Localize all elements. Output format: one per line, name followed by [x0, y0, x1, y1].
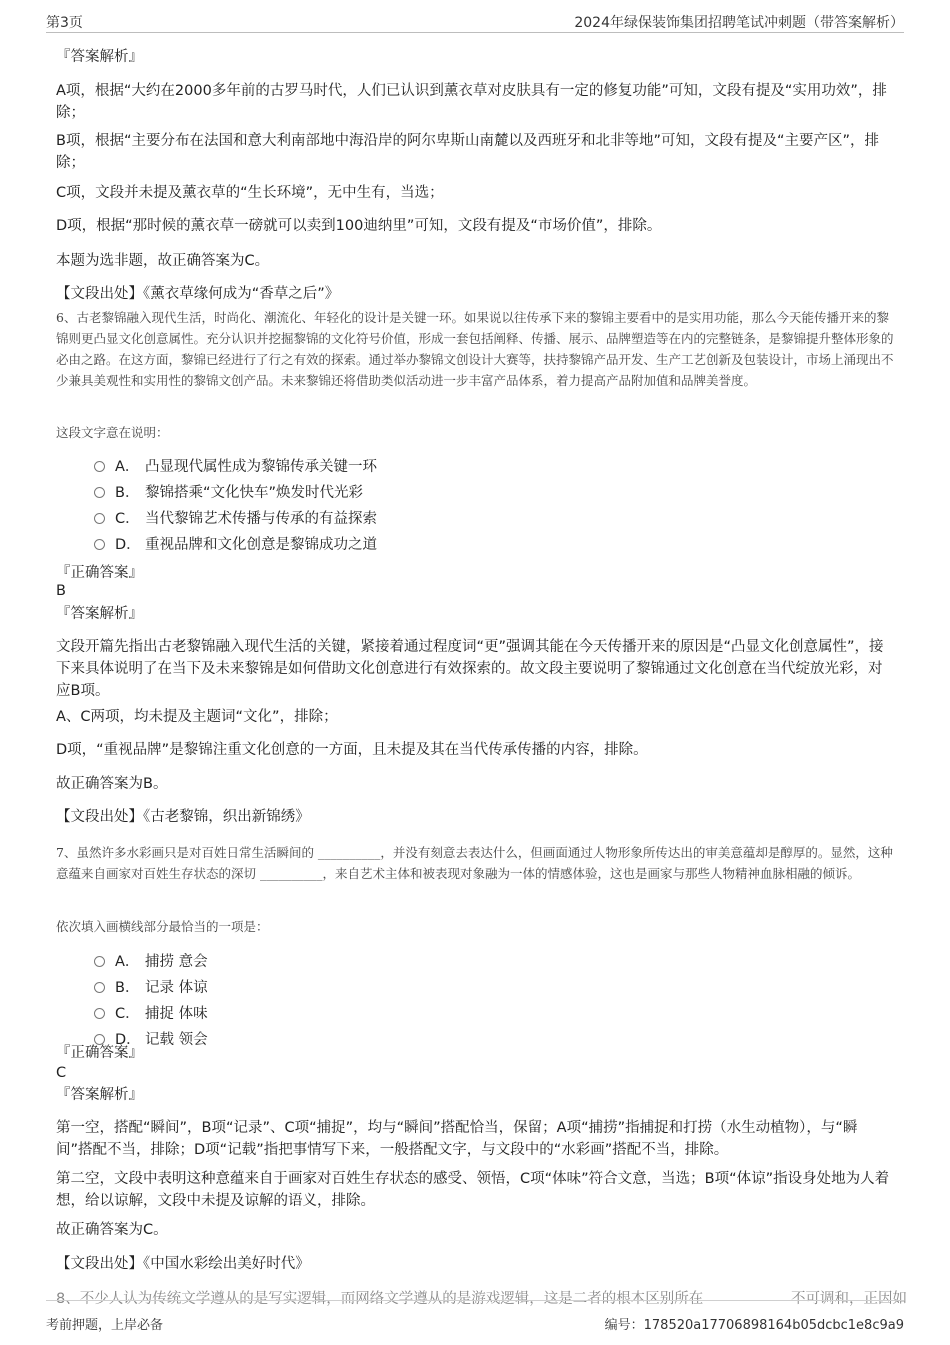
q6-option-b[interactable]: B． 黎锦搭乘“文化快车”焕发时代光彩	[94, 482, 363, 504]
page-number: 第3页	[46, 15, 83, 31]
q6-passage: 6、古老黎锦融入现代生活，时尚化、潮流化、年轻化的设计是关键一环。如果说以往传承下来的黎锦主要看中的是实用功能，那么今天能传播开来的黎锦则更凸显文化创意属性。充分认识并挖掘黎锦的文化符号价值，形成一套包括阐释、传播、展示、品牌塑造等在内的完整链条，是黎锦提升整体形象的必由之路。在这方面，黎锦已经进行了行之有效的探索。通过举办黎锦文创设计大赛等，扶持黎锦产品开发、生产工艺创新及包装设计，市场上涌现出不少兼具美观性和实用性的黎锦文创产品。未来黎锦还将借助类似活动进一步丰富产品体系，着力提高产品附加值和品牌美誉度。	[56, 310, 894, 388]
q7-source: 【文段出处】《中国水彩绘出美好时代》	[56, 1256, 310, 1272]
radio-icon[interactable]	[94, 956, 105, 967]
header-divider	[46, 32, 904, 33]
q6-question: 这段文字意在说明：	[56, 425, 169, 440]
page-content	[46, 34, 907, 1307]
q5-source: 【文段出处】《薰衣草缘何成为“香草之后”》	[56, 286, 340, 302]
q7-passage: 7、虽然许多水彩画只是对百姓日常生活瞬间的 __________，并没有刻意去表达什么，但画面通过人物形象所传达出的审美意蕴却是醇厚的。显然，这种意蕴来自画家对百姓生存状态的深切 __________，来自艺术主体和被表现对象融为一体的情感体验，这也是画家与那些人物精神血脉相融的倾诉。	[56, 845, 893, 881]
q6-option-c[interactable]: C． 当代黎锦艺术传播与传承的有益探索	[94, 508, 377, 530]
q5-analysis-a: A项，根据“大约在2000多年前的古罗马时代，人们已认识到薰衣草对皮肤具有一定的修复功能”可知，文段有提及“实用功效”，排除；	[56, 83, 887, 121]
q5-analysis-d: D项，根据“那时候的薰衣草一磅就可以卖到100迪纳里”可知，文段有提及“市场价值”，排除。	[56, 218, 662, 234]
document-code-label: 编号：	[604, 1318, 644, 1333]
q5-analysis-label: 『答案解析』	[56, 49, 143, 65]
q5-analysis-b: B项，根据“主要分布在法国和意大利南部地中海沿岸的阿尔卑斯山南麓以及西班牙和北非等地”可知，文段有提及“主要产区”，排除；	[56, 133, 879, 171]
page-header	[0, 0, 950, 34]
footer-slogan: 考前押题，上岸必备	[46, 1318, 164, 1333]
document-title: 2024年绿保装饰集团招聘笔试冲刺题（带答案解析）	[574, 15, 904, 31]
q8-passage-fragment-right: 不可调和，正因如	[791, 1291, 907, 1307]
q5-analysis-c: C项，文段并未提及薰衣草的“生长环境”，无中生有，当选；	[56, 185, 444, 201]
q6-option-d[interactable]: D． 重视品牌和文化创意是黎锦成功之道	[94, 534, 377, 556]
q6-conclusion: 故正确答案为B。	[56, 776, 168, 792]
q8-passage-fragment: 8、不少人认为传统文学遵从的是写实逻辑，而网络文学遵从的是游戏逻辑，这是二者的根本区别所在	[56, 1291, 704, 1307]
document-code-value: 178520a17706898164b05dcbc1e8c9a9	[643, 1318, 904, 1333]
q6-analysis-label: 『答案解析』	[56, 606, 143, 622]
radio-icon[interactable]	[94, 1008, 105, 1019]
document-code	[605, 1314, 904, 1333]
q6-answer: B	[56, 583, 66, 599]
footer-divider	[46, 1300, 904, 1301]
q5-conclusion: 本题为选非题，故正确答案为C。	[56, 253, 270, 269]
q6-analysis-2: A、C两项，均未提及主题词“文化”，排除；	[56, 709, 338, 725]
q7-option-a[interactable]: A． 捕捞 意会	[94, 951, 208, 973]
radio-icon[interactable]	[94, 539, 105, 550]
radio-icon[interactable]	[94, 487, 105, 498]
q7-option-c[interactable]: C． 捕捉 体味	[94, 1003, 208, 1025]
q6-analysis-3: D项，“重视品牌”是黎锦注重文化创意的一方面，且未提及其在当代传承传播的内容，排除。	[56, 742, 648, 758]
q7-answer-label: 『正确答案』	[56, 1045, 143, 1061]
page-footer	[0, 1300, 950, 1345]
q6-answer-label: 『正确答案』	[56, 565, 143, 581]
radio-icon[interactable]	[94, 461, 105, 472]
q7-analysis-label: 『答案解析』	[56, 1087, 143, 1103]
q7-analysis-1: 第一空，搭配“瞬间”，B项“记录”、C项“捕捉”，均与“瞬间”搭配恰当，保留；A项“捕捞”指捕捉和打捞（水生动植物），与“瞬间”搭配不当，排除；D项“记载”指把事情写下来，一般搭配文字，与文段中的“水彩画”搭配不当，排除。	[56, 1120, 858, 1158]
q7-conclusion: 故正确答案为C。	[56, 1222, 168, 1238]
q7-option-d[interactable]: D． 记载 领会	[94, 1029, 208, 1051]
radio-icon[interactable]	[94, 982, 105, 993]
q7-question: 依次填入画横线部分最恰当的一项是：	[56, 919, 269, 934]
q6-analysis-1: 文段开篇先指出古老黎锦融入现代生活的关键，紧接着通过程度词“更”强调其能在今天传播开来的原因是“凸显文化创意属性”，接下来具体说明了在当下及未来黎锦是如何借助文化创意进行有效探索的。故文段主要说明了黎锦通过文化创意在当代绽放光彩，对应B项。	[56, 639, 884, 699]
q6-option-a[interactable]: A． 凸显现代属性成为黎锦传承关键一环	[94, 456, 377, 478]
q7-answer: C	[56, 1065, 67, 1081]
radio-icon[interactable]	[94, 513, 105, 524]
q6-source: 【文段出处】《古老黎锦，织出新锦绣》	[56, 809, 310, 825]
q7-option-b[interactable]: B． 记录 体谅	[94, 977, 208, 999]
q7-analysis-2: 第二空，文段中表明这种意蕴来自于画家对百姓生存状态的感受、领悟，C项“体味”符合文意，当选；B项“体谅”指设身处地为人着想，给以谅解，文段中未提及谅解的语义，排除。	[56, 1171, 890, 1209]
